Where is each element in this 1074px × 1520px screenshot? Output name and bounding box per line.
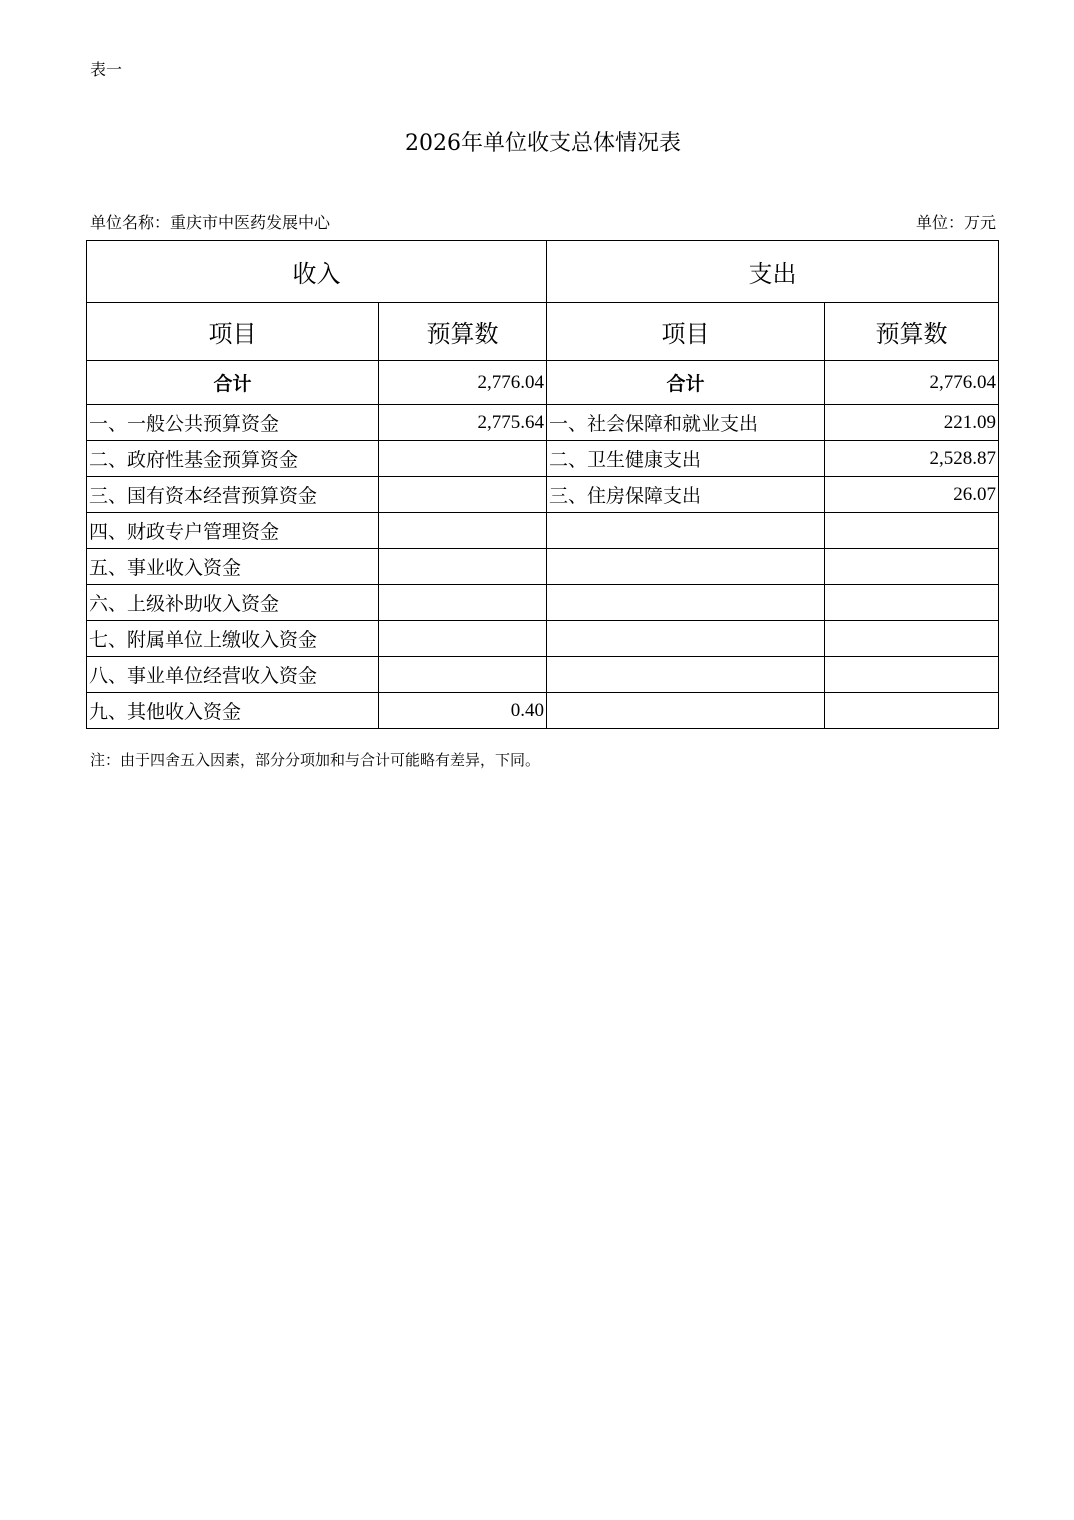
income-item: 九、其他收入资金 bbox=[87, 693, 379, 729]
income-value bbox=[379, 621, 547, 657]
income-value bbox=[379, 513, 547, 549]
expense-item-column-header: 项目 bbox=[547, 303, 825, 361]
budget-table bbox=[86, 240, 999, 729]
income-budget-column-header: 预算数 bbox=[379, 303, 547, 361]
expense-item: 三、住房保障支出 bbox=[547, 477, 825, 513]
income-section-header: 收入 bbox=[87, 241, 547, 303]
unit-measure: 单位：万元 bbox=[915, 213, 996, 232]
income-value bbox=[379, 585, 547, 621]
expense-item bbox=[547, 513, 825, 549]
table-row bbox=[87, 549, 999, 585]
expense-section-header: 支出 bbox=[547, 241, 999, 303]
section-header-row bbox=[87, 241, 999, 303]
table-row bbox=[87, 477, 999, 513]
table-row bbox=[87, 657, 999, 693]
income-item: 七、附属单位上缴收入资金 bbox=[87, 621, 379, 657]
expense-value bbox=[825, 657, 999, 693]
total-row bbox=[87, 361, 999, 405]
expense-item: 一、社会保障和就业支出 bbox=[547, 405, 825, 441]
income-value: 2,775.64 bbox=[379, 405, 547, 441]
table-label: 表一 bbox=[90, 60, 123, 79]
table-row bbox=[87, 441, 999, 477]
table-row bbox=[87, 513, 999, 549]
table-row bbox=[87, 693, 999, 729]
expense-budget-column-header: 预算数 bbox=[825, 303, 999, 361]
expense-value: 26.07 bbox=[825, 477, 999, 513]
income-item: 八、事业单位经营收入资金 bbox=[87, 657, 379, 693]
income-value bbox=[379, 477, 547, 513]
expense-item: 二、卫生健康支出 bbox=[547, 441, 825, 477]
table-row bbox=[87, 405, 999, 441]
income-item: 五、事业收入资金 bbox=[87, 549, 379, 585]
expense-value: 2,528.87 bbox=[825, 441, 999, 477]
table-row bbox=[87, 621, 999, 657]
page-title: 2026年单位收支总体情况表 bbox=[405, 131, 681, 156]
income-item: 六、上级补助收入资金 bbox=[87, 585, 379, 621]
income-total-label: 合计 bbox=[87, 361, 379, 405]
income-value bbox=[379, 657, 547, 693]
income-item: 三、国有资本经营预算资金 bbox=[87, 477, 379, 513]
income-value: 0.40 bbox=[379, 693, 547, 729]
expense-item bbox=[547, 549, 825, 585]
income-value bbox=[379, 441, 547, 477]
expense-total-label: 合计 bbox=[547, 361, 825, 405]
income-total-value: 2,776.04 bbox=[379, 361, 547, 405]
table-row bbox=[87, 585, 999, 621]
unit-name: 单位名称：重庆市中医药发展中心 bbox=[90, 213, 331, 232]
expense-value bbox=[825, 621, 999, 657]
expense-value: 221.09 bbox=[825, 405, 999, 441]
expense-item bbox=[547, 693, 825, 729]
income-item: 四、财政专户管理资金 bbox=[87, 513, 379, 549]
expense-value bbox=[825, 513, 999, 549]
expense-total-value: 2,776.04 bbox=[825, 361, 999, 405]
income-item: 一、一般公共预算资金 bbox=[87, 405, 379, 441]
expense-item bbox=[547, 657, 825, 693]
expense-value bbox=[825, 693, 999, 729]
income-value bbox=[379, 549, 547, 585]
income-item: 二、政府性基金预算资金 bbox=[87, 441, 379, 477]
footnote: 注：由于四舍五入因素，部分分项加和与合计可能略有差异，下同。 bbox=[90, 751, 541, 769]
income-item-column-header: 项目 bbox=[87, 303, 379, 361]
expense-value bbox=[825, 549, 999, 585]
expense-item bbox=[547, 585, 825, 621]
expense-value bbox=[825, 585, 999, 621]
expense-item bbox=[547, 621, 825, 657]
column-header-row bbox=[87, 303, 999, 361]
